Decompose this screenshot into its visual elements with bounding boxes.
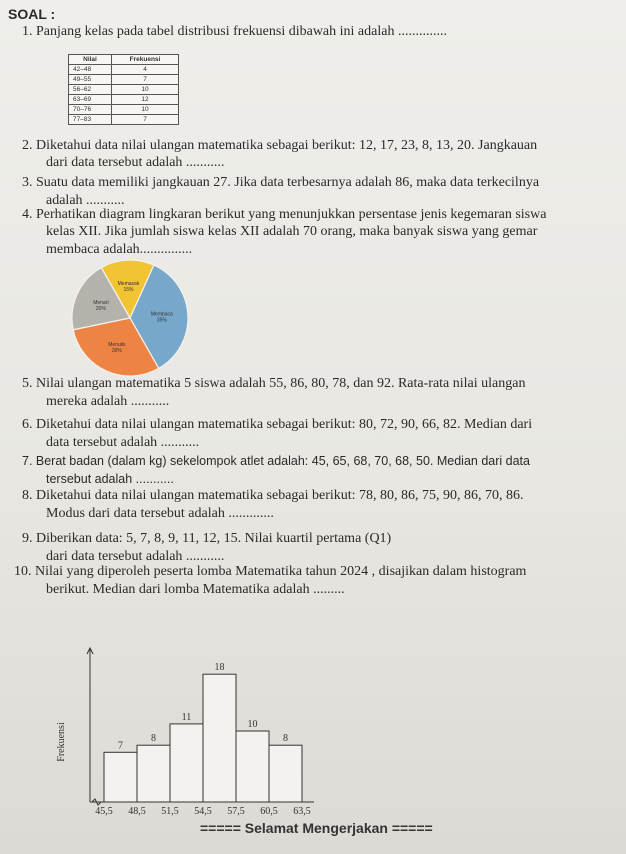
pie-slice-label: Memasak: [117, 281, 140, 288]
histogram-bar-value: 8: [283, 733, 288, 745]
table-row: [69, 105, 179, 115]
histogram-bar-value: 7: [118, 740, 123, 752]
question-7-line-2: tersebut adalah ...........: [46, 472, 174, 486]
pie-slice-percent: 20%: [95, 305, 106, 312]
question-7-line-1: 7. Berat badan (dalam kg) sekelompok atlet adalah: 45, 65, 68, 70, 68, 50. Median dari data: [22, 454, 530, 468]
histogram-bar-value: 18: [214, 662, 225, 674]
table-header-frekuensi: Frekuensi: [112, 55, 179, 65]
question-8-line-1: 8. Diketahui data nilai ulangan matematika sebagai berikut: 78, 80, 86, 75, 90, 86, 70, 86.: [22, 488, 524, 503]
closing-message: ===== Selamat Mengerjakan =====: [200, 820, 433, 836]
question-1-text: 1. Panjang kelas pada tabel distribusi frekuensi dibawah ini adalah ..............: [22, 24, 447, 39]
x-tick-label: 57,5: [227, 806, 245, 817]
histogram-bar: [137, 745, 170, 802]
pie-slice-percent: 30%: [111, 348, 122, 355]
table-cell: 4: [112, 65, 179, 75]
histogram-bar: [269, 745, 302, 802]
page-heading: SOAL :: [8, 6, 56, 22]
histogram-bar: [170, 724, 203, 802]
x-tick-label: 45,5: [95, 806, 113, 817]
question-6-line-1: 6. Diketahui data nilai ulangan matematika sebagai berikut: 80, 72, 90, 66, 82. Median dari: [22, 417, 533, 432]
histogram-bar-value: 10: [247, 719, 258, 730]
table-row: [69, 115, 179, 125]
table-cell: 56–62: [69, 85, 112, 95]
table-cell: 12: [112, 95, 179, 105]
pie-chart: [50, 256, 210, 386]
table-cell: 70–76: [69, 105, 112, 115]
histogram-bar: [236, 731, 269, 802]
table-cell: 10: [112, 85, 179, 95]
question-4-line-1: 4. Perhatikan diagram lingkaran berikut yang menunjukkan persentase jenis kegemaran siswa: [22, 207, 547, 222]
x-tick-label: 51,5: [161, 806, 179, 817]
pie-slice-percent: 35%: [156, 317, 167, 324]
question-9-line-1: 9. Diberikan data: 5, 7, 8, 9, 11, 12, 15. Nilai kuartil pertama (Q1): [22, 531, 392, 546]
x-tick-label: 48,5: [128, 806, 146, 817]
frequency-table: [68, 54, 179, 125]
x-tick-label: 63,5: [293, 806, 311, 817]
y-axis-label: Frekuensi: [56, 722, 67, 762]
table-row: [69, 95, 179, 105]
question-6-line-2: data tersebut adalah ...........: [46, 435, 200, 450]
histogram-chart: [50, 640, 350, 820]
question-10-line-1: 10. Nilai yang diperoleh peserta lomba Matematika tahun 2024 , disajikan dalam histogram: [14, 564, 527, 579]
table-header-nilai: Nilai: [69, 55, 112, 65]
histogram-bar-value: 11: [181, 711, 192, 723]
question-4-line-2: kelas XII. Jika jumlah siswa kelas XII adalah 70 orang, maka banyak siswa yang gemar: [46, 224, 538, 239]
table-row: [69, 65, 179, 75]
question-3-line-2: adalah ...........: [46, 193, 125, 208]
question-8-line-2: Modus dari data tersebut adalah .............: [46, 506, 274, 521]
pie-slice-label: Menulis: [108, 342, 126, 349]
question-2-line-2: dari data tersebut adalah ...........: [46, 155, 225, 170]
question-10-line-2: berikut. Median dari lomba Matematika adalah .........: [46, 582, 345, 597]
histogram-bar: [203, 674, 236, 802]
question-3-line-1: 3. Suatu data memiliki jangkauan 27. Jika data terbesarnya adalah 86, maka data terkecilnya: [22, 175, 540, 190]
table-row: [69, 75, 179, 85]
table-cell: 49–55: [69, 75, 112, 85]
table-cell: 77–83: [69, 115, 112, 125]
question-5-line-2: mereka adalah ...........: [46, 394, 170, 409]
x-tick-label: 60,5: [260, 806, 278, 817]
table-cell: 7: [112, 75, 179, 85]
x-tick-label: 54,5: [194, 806, 212, 817]
histogram-bar-value: 8: [151, 733, 156, 745]
table-row: [69, 85, 179, 95]
question-9-line-2: dari data tersebut adalah ...........: [46, 549, 225, 564]
pie-slice-label: Menari: [93, 299, 109, 306]
question-2-line-1: 2. Diketahui data nilai ulangan matematika sebagai berikut: 12, 17, 23, 8, 13, 20. Jangkauan: [22, 138, 538, 153]
table-cell: 10: [112, 105, 179, 115]
question-5-line-1: 5. Nilai ulangan matematika 5 siswa adalah 55, 86, 80, 78, dan 92. Rata-rata nilai ulangan: [22, 376, 526, 391]
table-cell: 7: [112, 115, 179, 125]
table-cell: 42–48: [69, 65, 112, 75]
pie-slice-percent: 15%: [123, 287, 134, 294]
pie-slice-label: Membaca: [150, 311, 173, 318]
table-cell: 63–69: [69, 95, 112, 105]
question-4-line-3: membaca adalah...............: [46, 242, 193, 257]
histogram-bar: [104, 752, 137, 802]
